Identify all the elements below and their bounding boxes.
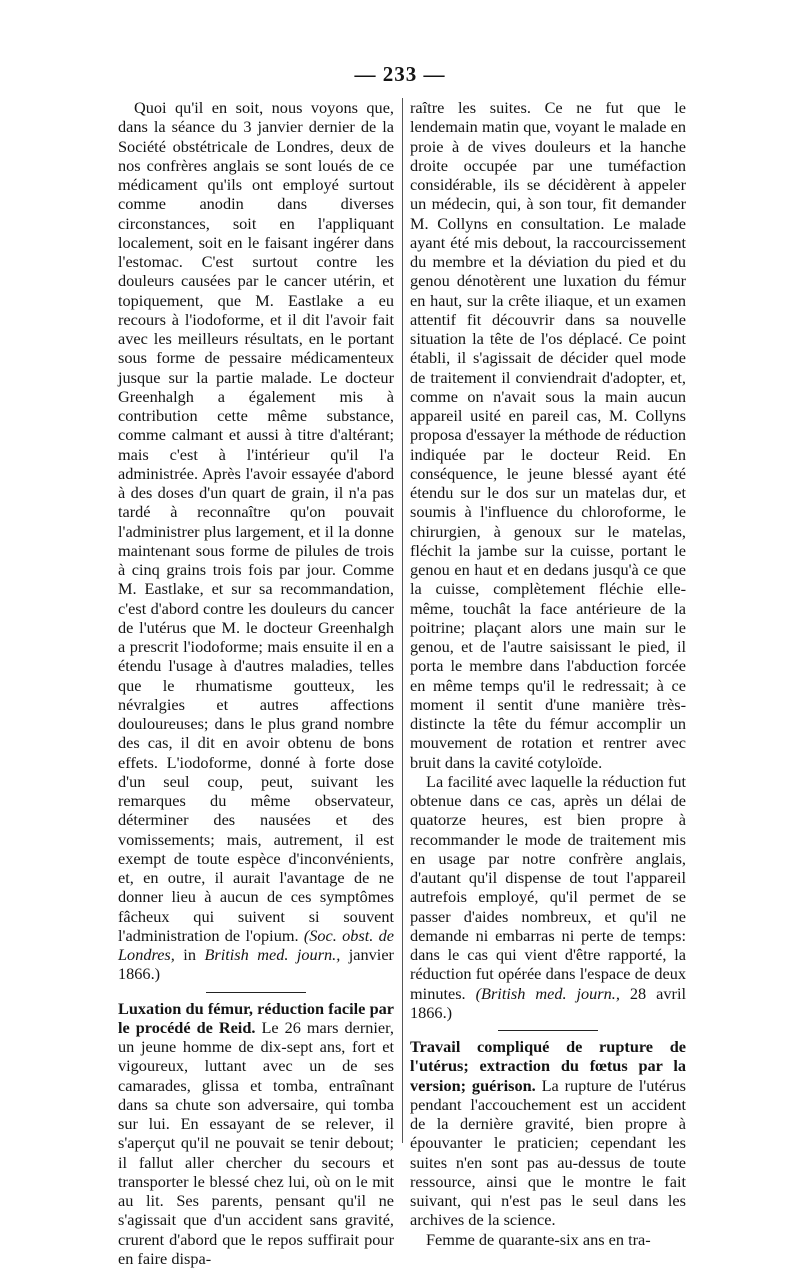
citation-british-journal-2: (British med. journ.,	[476, 984, 620, 1003]
section-divider	[498, 1030, 598, 1031]
paragraph-luxation	[118, 999, 394, 1268]
citation-british-journal: British med. journ.,	[204, 945, 340, 964]
paragraph-uterus-rupture-text: La rupture de l'utérus pendant l'accouchement est un accident de la dernière gravité, bien propre à épouvanter le praticien; cependant les suites n'en sont pas au-dessus de toute ressource, ainsi que le montre le fait suivant, qui n'est pas le seul dans les archives de la science.	[410, 1076, 686, 1230]
paragraph-luxation-text: Le 26 mars dernier, un jeune homme de dix-sept ans, fort et vigoureux, luttant avec un de ses camarades, glissa et tomba, entraînant dans sa chute son adversaire, qui tomba sur lui. En essayant de se relever, il s'aperçut qu'il ne pouvait se tenir debout; il fallut aller chercher du secours et transporter le blessé chez lui, où on le mit au lit. Ses parents, pensant qu'il ne s'agissait que d'un accident sans gravité, crurent d'abord que le repos suffirait pour en faire dispa-	[118, 1018, 394, 1268]
section-divider	[206, 992, 306, 993]
citation-soc-obst: (Soc. obst. de Londres,	[118, 926, 394, 964]
paragraph-iodoform-text: Quoi qu'il en soit, nous voyons que, dans la séance du 3 janvier dernier de la Société obstétricale de Londres, deux de nos confrères anglais se sont loués de ce médicament qu'ils ont employé surtout comme anodin dans diverses circonstances, soit en l'appliquant localement, soit en le faisant ingérer dans l'estomac. C'est surtout contre les douleurs causées par le cancer utérin, et topiquement, que M. Eastlake a eu recours à l'iodoforme, et il dit l'avoir fait avec les meilleurs résultats, en le portant sous forme de pessaire médicamenteux jusque sur la partie malade. Le docteur Greenhalgh a également mis à contribution cette même substance, comme calmant et aussi à titre d'altérant; mais c'est à l'intérieur qu'il l'a administrée. Après l'avoir essayée d'abord à des doses d'un quart de grain, il n'a pas tardé à reconnaître qu'on pouvait l'administrer plus largement, et il la donne maintenant sous forme de pilules de trois à cinq grains trois fois par jour. Comme M. Eastlake, et sur sa recommandation, c'est d'abord contre les douleurs du cancer de l'utérus que M. le docteur Greenhalgh a prescrit l'iodoforme; mais ensuite il en a étendu l'usage à d'autres maladies, telles que le rhumatisme goutteux, les névralgies et autres affections douloureuses; dans le plus grand nombre des cas, il dit en avoir obtenu de bons effets. L'iodoforme, donné à forte dose d'un seul coup, peut, suivant les remarques du même observateur, déterminer des nausées et des vomissements; mais, autrement, il est exempt de toute espèce d'inconvénients, et, en outre, il aurait l'avantage de ne donner lieu à aucun de ces symptômes fâcheux qui suivent si souvent l'administration de l'opium.	[118, 98, 394, 945]
paragraph-uterus-rupture	[410, 1037, 686, 1230]
section-heading-uterus-rupture: Travail compliqué de rupture de l'utérus; extraction du fœtus par la version; guérison.	[410, 1037, 686, 1095]
right-column	[410, 98, 686, 1249]
paragraph-luxation-continued: raître les suites. Ce ne fut que le lendemain matin que, voyant le malade en proie à de vives douleurs et la hanche droite occupée par une tuméfaction considérable, ils se décidèrent à appeler un médecin, qui, à son tour, fit demander M. Collyns en consultation. Le malade ayant été mis debout, la raccourcissement du membre et la déviation du pied et du genou dénotèrent une luxation du fémur en haut, sur la crête iliaque, et un examen attentif fit découvrir dans sa nouvelle situation la tête de l'os déplacé. Ce point établi, il s'agissait de décider quel mode de traitement il conviendrait d'adopter, et, comme on n'avait sous la main aucun appareil usité en pareil cas, M. Collyns proposa d'essayer la méthode de réduction indiquée par le docteur Reid. En conséquence, le jeune blessé ayant été étendu sur le dos sur un matelas dur, et soumis à l'influence du chloroforme, le chirurgien, à genoux sur le matelas, fléchit la jambe sur la cuisse, portant le genou en haut et en dedans jusqu'à ce que la cuisse, complètement fléchie elle-même, touchât la face antérieure de la poitrine; plaçant alors une main sur le genou, et de l'autre saisissant le pied, il porta le membre dans l'abduction forcée en même temps qu'il le redressait; à ce moment il sentit d'une manière très-distincte la tête du fémur accomplir un mouvement de rotation et rentrer avec bruit dans la cavité cotyloïde.	[410, 98, 686, 772]
citation-date-2: 28 avril 1866.)	[410, 984, 686, 1022]
citation-in: in	[175, 945, 205, 964]
section-heading-luxation: Luxation du fémur, réduction facile par le procédé de Reid.	[118, 999, 394, 1037]
citation-date: janvier 1866.)	[118, 945, 394, 983]
left-column	[118, 98, 394, 1268]
paragraph-reduction-text: La facilité avec laquelle la réduction fut obtenue dans ce cas, après un délai de quatorze heures, est bien propre à recommander le mode de traitement mis en usage par notre confrère anglais, d'autant qu'il dispense de tout l'appareil autrefois employé, qu'il permet de se passer d'aides nombreux, et qu'il ne demande ni embarras ni perte de temps: dans le cas qui vient d'être rapporté, la réduction fut opérée dans l'espace de deux minutes.	[410, 772, 686, 1003]
paragraph-reduction-commentary	[410, 772, 686, 1022]
column-divider	[402, 98, 403, 1143]
paragraph-iodoform	[118, 98, 394, 984]
paragraph-case-start: Femme de quarante-six ans en tra-	[410, 1230, 686, 1249]
page-number: — 233 —	[0, 62, 800, 87]
